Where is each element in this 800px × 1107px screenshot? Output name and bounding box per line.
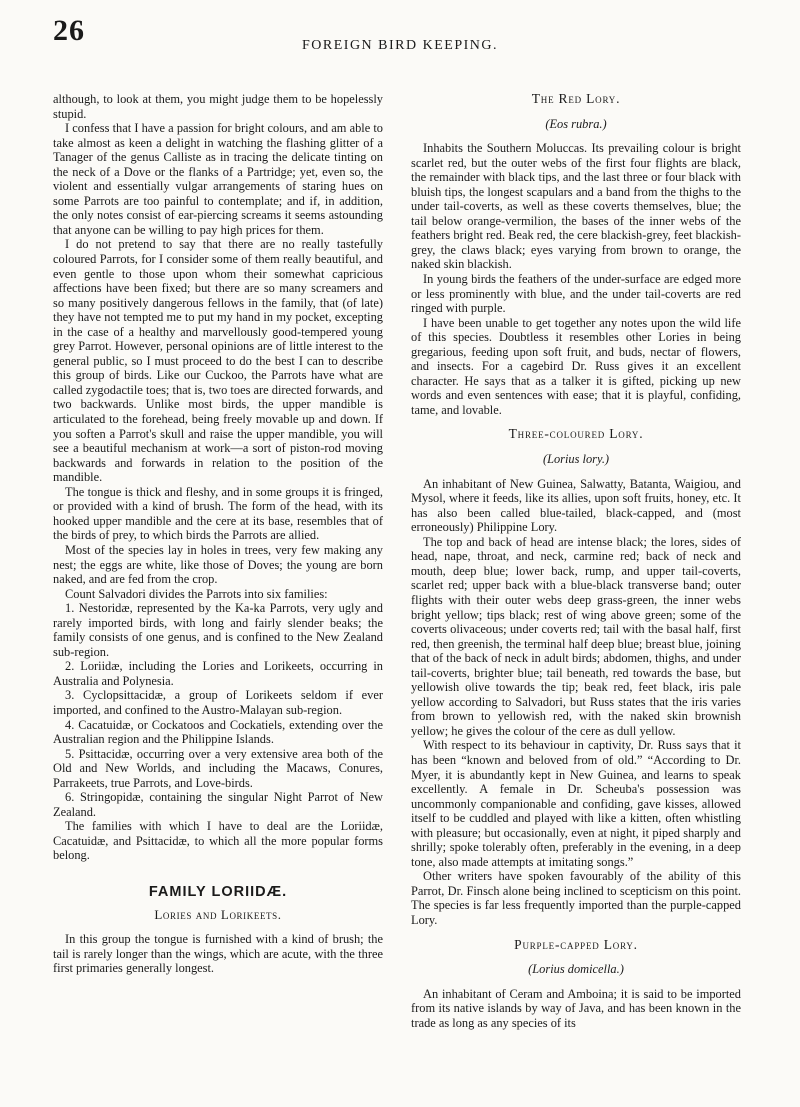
- species-heading: Purple-capped Lory.: [514, 936, 638, 952]
- paragraph: although, to look at them, you might judge them to be hopelessly stupid.: [53, 92, 383, 121]
- species-latin-name: (Lorius domicella.): [528, 962, 624, 977]
- family-subheading: Lories and Lorikeets.: [154, 906, 282, 922]
- family-heading: FAMILY LORIIDÆ.: [148, 883, 288, 900]
- paragraph: In this group the tongue is furnished with a kind of brush; the tail is rarely longer than the wings, which are acute, with the three first primaries generally longest.: [53, 932, 383, 976]
- paragraph: I confess that I have a passion for bright colours, and am able to take almost as keen a delight in watching the flashing glitter of a Tanager of the genus Calliste as in tracing the delicate tinting on the neck of a Dove or the flanks of a Partridge; yet, even so, the violent and essentially vulgar arrangements of staring hues on some Parrots are too painful to contemplate; and if, in addition, the only notes consist of ear-piercing screams it seems astounding that anyone can be willing to pay high prices for them.: [53, 121, 383, 237]
- paragraph: An inhabitant of New Guinea, Salwatty, Batanta, Waigiou, and Mysol, where it feeds, like its allies, upon soft fruits, honey, etc. It has also been called blue-tailed, black-capped, and (most erroneously) Philippine Lory.: [411, 476, 741, 535]
- page-number: 26: [53, 14, 85, 47]
- family-list-item: 4. Cacatuidæ, or Cockatoos and Cockatiels, extending over the Australian region and the Philippine Islands.: [53, 717, 383, 747]
- species-heading: The Red Lory.: [531, 92, 621, 106]
- species-latin-name: (Eos rubra.): [545, 116, 607, 131]
- paragraph: An inhabitant of Ceram and Amboina; it is said to be imported from its native islands by way of Java, and has been known in the trade as long as any species of its: [411, 986, 741, 1030]
- right-column: [411, 92, 741, 1102]
- family-list-item: 1. Nestoridæ, represented by the Ka-ka Parrots, very ugly and rarely imported birds, with long and fairly slender beaks; the family consists of one genus, and is confined to the New Zealand sub-region.: [53, 601, 383, 659]
- left-column: [53, 92, 383, 1102]
- paragraph: Count Salvadori divides the Parrots into six families:: [65, 586, 328, 601]
- paragraph: Most of the species lay in holes in trees, very few making any nest; the eggs are white, like those of Doves; the young are born naked, and are fed from the crop.: [53, 542, 383, 587]
- paragraph: I have been unable to get together any notes upon the wild life of this species. Doubtless it resembles other Lories in being gregarious, feeding upon soft fruit, and buds, nectar of flowers, and insects. For a cagebird Dr. Russ gives it an excellent character. He says that as a talker it is gifted, picking up new words and even sentences with ease; that it is playful, confiding, tame, and lovable.: [411, 315, 741, 417]
- family-list-item: 3. Cyclopsittacidæ, a group of Lorikeets seldom if ever imported, and confined to the Austro-Malayan sub-region.: [53, 688, 383, 717]
- paragraph: Inhabits the Southern Moluccas. Its prevailing colour is bright scarlet red, but the outer webs of the first four flights are black, the remainder with black tips, and the last three or four black with bluish tips, the longest scapulars and a band from the thighs to the under tail-coverts, as well as these coverts themselves, blue; the tail below orange-vermilion, the bases of the inner webs of the feathers bright red. Beak red, the cere blackish-grey, feet blackish-grey, the claws black; eyes varying from brown to orange, the naked skin blackish.: [411, 141, 741, 272]
- family-list-item: 5. Psittacidæ, occurring over a very extensive area both of the Old and New Worlds, and including the Macaws, Conures, Parrakeets, true Parrots, and Love-birds.: [53, 746, 383, 790]
- family-list-item: 6. Stringopidæ, containing the singular Night Parrot of New Zealand.: [53, 790, 383, 819]
- paragraph: Other writers have spoken favourably of the ability of this Parrot, Dr. Finsch alone being inclined to scepticism on this point. The species is far less frequently imported than the purple-capped Lory.: [411, 869, 741, 927]
- species-heading: Three-coloured Lory.: [508, 426, 644, 442]
- paragraph: With respect to its behaviour in captivity, Dr. Russ says that it has been “known and beloved from of old.” “According to Dr. Myer, it is abundantly kept in New Guinea, and learns to speak excellently. A female in Dr. Scheuba's possession was uncommonly companionable and confiding, gave kisses, allowed itself to be cuddled and played with like a kitten, often whistling with pleasure; but occasionally, even at night, it piped sharply and shrilly; spoke tolerably often, preferably in the evening, in a deep tone, also made attempts at imitating songs.”: [411, 738, 741, 869]
- running-title: FOREIGN BIRD KEEPING.: [302, 38, 498, 53]
- paragraph: The tongue is thick and fleshy, and in some groups it is fringed, or provided with a kind of brush. The form of the head, with its hooked upper mandible and the cere at its base, resembles that of the birds of prey, to which birds the Parrots are allied.: [53, 484, 383, 543]
- paragraph: The families with which I have to deal are the Loriidæ, Cacatuidæ, and Psittacidæ, to which all the more popular forms belong.: [53, 819, 383, 863]
- paragraph: The top and back of head are intense black; the lores, sides of head, nape, throat, and neck, carmine red; back of neck and mouth, deep blue; lower back, rump, and upper tail-coverts, scarlet red; upper back with a blue-black transverse band; outer flights with their outer webs deep grass-green, the inner webs bright yellow; tips black; rest of wing above green; some of the coverts olivaceous; under coverts red; tail with the basal half, first red, then greenish, the terminal half deep blue; breast blue, joining that of the back of neck in adult birds; abdomen, thighs, and under tail-coverts, brighter blue; tail beneath, red towards the base, but yellowish olive towards the tip; beak red, feet black, iris pale yellow according to Salvadori, but Russ states that the iris varies from brown to yellowish red, with the naked skin brownish yellow; he gives the colour of the cere as dull yellow.: [411, 534, 741, 738]
- species-latin-name: (Lorius lory.): [542, 452, 610, 467]
- paragraph: I do not pretend to say that there are no really tastefully coloured Parrots, for I consider some of them really beautiful, and even gentle to those upon whom their somewhat capricious affections have been fixed; but there are so many screamers and so many positively dangerous fellows in the family, that (of late) they have not tempted me to put my hand in my pocket, excepting in the case of a healthy and marvellously good-tempered young grey Parrot. However, personal opinions are of little interest to the general public, so I must proceed to do the best I can to describe this group of birds. Like our Cuckoo, the Parrots have what are called zygodactile toes; that is, two toes are directed forwards, and two backwards. Unlike most birds, the upper mandible is articulated to the forehead, being freely movable up and down. If you soften a Parrot's skull and raise the upper mandible, you will see a beautiful mechanism at work—a sort of piston-rod moving backwards and forwards in relation to the position of the mandible.: [53, 237, 383, 485]
- paragraph: In young birds the feathers of the under-surface are edged more or less prominently with blue, and the under tail-coverts are red ringed with purple.: [411, 272, 741, 316]
- family-list-item: 2. Loriidæ, including the Lories and Lorikeets, occurring in Australia and Polynesia.: [53, 659, 383, 688]
